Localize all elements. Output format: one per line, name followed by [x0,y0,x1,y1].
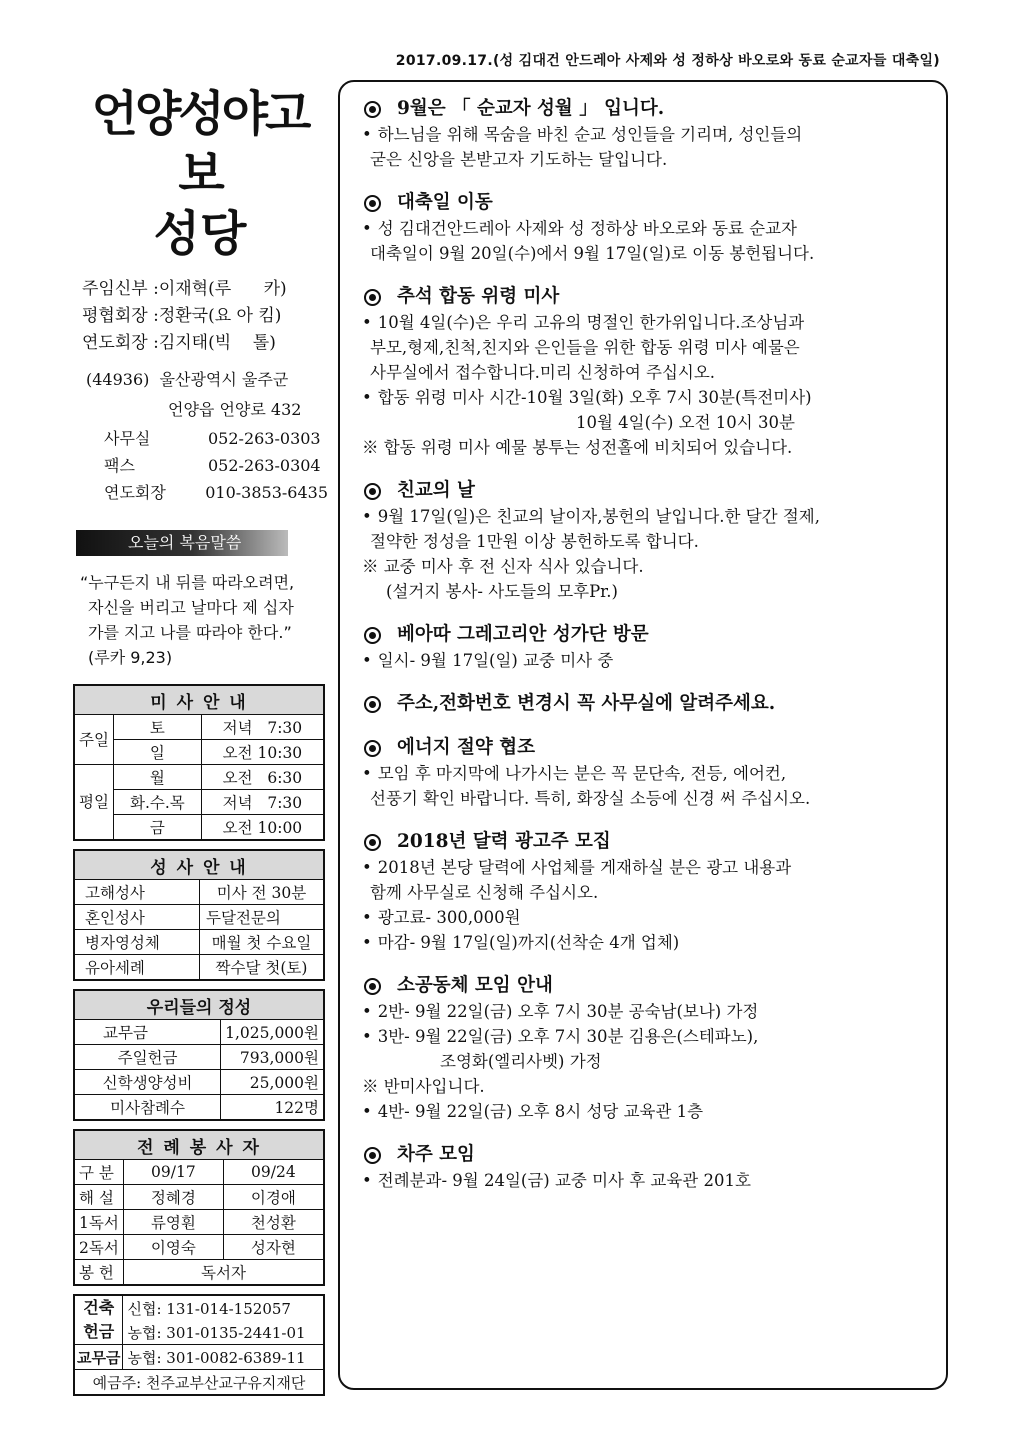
mass-time: 오전 6:30 [201,765,324,790]
offering-name: 교무금 [74,1020,221,1045]
notice-line: ※ 반미사입니다. [362,1077,485,1096]
bulletin-date-line: 2017.09.17.(성 김대건 안드레아 사제와 성 정하상 바오로와 동료 순교자들 대축일) [395,53,940,69]
gospel-line: “누구든지 내 뒤를 따라오려면, [80,573,295,592]
minister-col-header: 09/24 [223,1160,324,1185]
account-holder: 예금주: 천주교부산교구유지재단 [74,1370,324,1396]
notice-title [362,691,926,717]
notice-title-text: 차주 모임 [397,1144,475,1165]
gospel-line: 가를 지고 나를 따라야 한다.” [88,623,292,642]
notice-title [362,1142,926,1168]
sacrament-name: 유아세례 [74,955,200,981]
notice-title-text: 추석 합동 위령 미사 [397,286,560,307]
offering-amount: 25,000원 [221,1070,324,1095]
notice-line: 10월 4일(수) 오전 10시 30분 [576,413,795,432]
minister-name: 정혜경 [124,1185,224,1210]
notice-line: • 3반- 9월 22일(금) 오후 7시 30분 김용은(스테파노), [362,1024,926,1049]
notice-line: 절약한 정성을 1만원 이상 봉헌하도록 합니다. [370,532,699,551]
offerings-table [73,989,325,1121]
minister-col-header: 구 분 [74,1160,124,1185]
minister-name: 이영숙 [124,1235,224,1260]
staff-row [72,276,328,303]
notice-line: • 10월 4일(수)은 우리 고유의 명절인 한가위입니다.조상님과 [362,310,926,335]
offering-name: 주일헌금 [74,1045,221,1070]
sacrament-table [73,849,325,981]
bullseye-icon [364,978,381,995]
contact-fax [72,452,328,479]
notice-line: 부모,형제,친척,친지와 은인들을 위한 합동 위령 미사 예물은 [370,338,800,357]
building-fund-label: 건축헌금 [74,1295,123,1345]
notice-title [362,478,926,504]
offering-amount: 122명 [221,1095,324,1121]
notice-section [362,829,926,955]
offering-amount: 793,000원 [221,1045,324,1070]
notice-title-text: 친교의 날 [397,480,475,501]
minister-name: 류영훤 [124,1210,224,1235]
offering-name: 미사참례수 [74,1095,221,1121]
accounts-table [73,1294,325,1396]
notice-line: ※ 교중 미사 후 전 신자 식사 있습니다. [362,557,644,576]
dues-label: 교무금 [74,1345,123,1370]
notice-line: 조영화(엘리사벳) 가정 [440,1052,602,1071]
contact-label: 사무실 [104,429,151,448]
notice-section [362,478,926,604]
contact-office [72,425,328,452]
notice-line: • 마감- 9월 17일(일)까지(선착순 4개 업체) [362,930,926,955]
notice-title [362,973,926,999]
notice-title-text: 대축일 이동 [397,192,493,213]
notice-line: • 2018년 본당 달력에 사업체를 게재하실 분은 광고 내용과 [362,855,926,880]
notice-title [362,284,926,310]
notice-line: • 성 김대건안드레아 사제와 성 정하상 바오로와 동료 순교자 [362,216,926,241]
mass-day: 토 [113,715,201,740]
address-line-2: 언양읍 언양로 432 [168,400,302,419]
notice-line: • 전례분과- 9월 24일(금) 교중 미사 후 교육관 201호 [362,1168,926,1193]
minister-name: 독서자 [124,1260,325,1286]
notice-title-text: 에너지 절약 협조 [397,737,535,758]
mass-time: 저녁 7:30 [201,790,324,815]
notice-section [362,973,926,1124]
notice-line: 선풍기 확인 바랍니다. 특히, 화장실 소등에 신경 써 주십시오. [370,789,811,808]
gospel-quote [72,570,328,670]
minister-role: 2독서 [74,1235,124,1260]
bullseye-icon [364,834,381,851]
minister-name: 천성환 [223,1210,324,1235]
notice-title-text: 소공동체 모임 안내 [397,975,553,996]
mass-schedule-table [73,684,325,841]
address-line-1: (44936) 울산광역시 울주군 [86,370,289,389]
left-column [72,82,328,1396]
mass-day: 월 [113,765,201,790]
minister-col-header: 09/17 [124,1160,224,1185]
notice-section [362,735,926,811]
minister-role: 해 설 [74,1185,124,1210]
sacrament-info: 미사 전 30분 [200,880,325,905]
sacrament-heading: 성 사 안 내 [74,850,324,880]
mass-time: 오전 10:30 [201,740,324,765]
notice-line: • 하느님을 위해 목숨을 바친 순교 성인들을 기리며, 성인들의 [362,122,926,147]
mass-time: 오전 10:00 [201,815,324,841]
notice-line: • 2반- 9월 22일(금) 오후 7시 30분 공숙남(보나) 가정 [362,999,926,1024]
staff-role: 주임신부 [82,279,148,299]
notice-title-text: 9월은 「 순교자 성월 」 입니다. [397,98,665,119]
bullseye-icon [364,696,381,713]
account-number: 농협: 301-0082-6389-11 [123,1345,324,1370]
notice-section [362,691,926,717]
notice-panel [338,80,948,1390]
sacrament-name: 고해성사 [74,880,200,905]
notice-section [362,284,926,460]
ministers-table [73,1129,325,1286]
notice-title [362,190,926,216]
notice-section [362,622,926,673]
sacrament-name: 혼인성사 [74,905,200,930]
church-name-sub: 성당 [153,206,247,262]
contact-value: 010-3853-6435 [205,483,328,502]
notice-line: • 일시- 9월 17일(일) 교중 미사 중 [362,648,926,673]
notice-line: • 광고료- 300,000원 [362,905,926,930]
bullseye-icon [364,289,381,306]
gospel-line: 자신을 버리고 날마다 제 십자 [88,598,294,617]
gospel-heading: 오늘의 복음말씀 [76,530,288,556]
minister-role: 봉 헌 [74,1260,124,1286]
bullseye-icon [364,627,381,644]
notice-title-text: 베아따 그레고리안 성가단 방문 [397,624,649,645]
bullseye-icon [364,483,381,500]
sacrament-info: 두달전문의 [200,905,325,930]
account-number: 신협: 131-014-152057 [123,1295,324,1320]
contact-value: 052-263-0303 [208,429,321,448]
notice-title [362,735,926,761]
staff-list [72,276,328,357]
minister-name: 이경애 [223,1185,324,1210]
mass-day: 금 [113,815,201,841]
notice-section [362,190,926,266]
notice-line: ※ 합동 위령 미사 예물 봉투는 성전홀에 비치되어 있습니다. [362,438,793,457]
mass-heading: 미 사 안 내 [74,685,324,715]
contact-label: 팩스 [104,456,135,475]
staff-name: :김지태(빅 톨) [153,333,276,353]
ministers-heading: 전 례 봉 사 자 [74,1130,324,1160]
notice-title-text: 주소,전화번호 변경시 꼭 사무실에 알려주세요. [397,693,776,714]
account-number: 농협: 301-0135-2441-01 [123,1320,324,1345]
mass-day: 일 [113,740,201,765]
notice-title [362,622,926,648]
bullseye-icon [364,740,381,757]
staff-name: :정환국(요 아 킴) [153,306,282,326]
church-name: 언양성야고보 [91,86,309,202]
offering-amount: 1,025,000원 [221,1020,324,1045]
staff-role: 연도회장 [82,333,148,353]
notice-line: • 4반- 9월 22일(금) 오후 8시 성당 교육관 1층 [362,1099,926,1124]
notice-line: • 모임 후 마지막에 나가시는 분은 꼭 문단속, 전등, 에어컨, [362,761,926,786]
notice-line: • 합동 위령 미사 시간-10월 3일(화) 오후 7시 30분(특전미사) [362,385,926,410]
staff-role: 평협회장 [82,306,148,326]
sacrament-name: 병자영성체 [74,930,200,955]
notice-section [362,96,926,172]
sacrament-info: 매월 첫 수요일 [200,930,325,955]
minister-role: 1독서 [74,1210,124,1235]
staff-row [72,303,328,330]
staff-row [72,330,328,357]
sacrament-info: 짝수달 첫(토) [200,955,325,981]
weekday-label: 평일 [74,765,113,841]
gospel-citation: (루카 9,23) [88,648,173,667]
contact-label: 연도회장 [104,483,166,502]
notice-title [362,96,926,122]
notice-title-text: 2018년 달력 광고주 모집 [397,831,611,852]
mass-day: 화.수.목 [113,790,201,815]
contact-yeondo [72,479,328,506]
bullseye-icon [364,195,381,212]
notice-title [362,829,926,855]
notice-section [362,1142,926,1193]
minister-name: 성자현 [223,1235,324,1260]
contact-value: 052-263-0304 [208,456,321,475]
offerings-heading: 우리들의 정성 [74,990,324,1020]
notice-line: • 9월 17일(일)은 친교의 날이자,봉헌의 날입니다.한 달간 절제, [362,504,926,529]
staff-name: :이재혁(루 카) [153,279,287,299]
sunday-label: 주일 [74,715,113,765]
notice-line: 사무실에서 접수합니다.미리 신청하여 주십시오. [370,363,716,382]
bullseye-icon [364,1147,381,1164]
bullseye-icon [364,101,381,118]
offering-name: 신학생양성비 [74,1070,221,1095]
notice-line: (설거지 봉사- 사도들의 모후Pr.) [386,582,618,601]
notice-line: 굳은 신앙을 본받고자 기도하는 달입니다. [370,150,668,169]
mass-time: 저녁 7:30 [201,715,324,740]
notice-line: 대축일이 9월 20일(수)에서 9월 17일(일)로 이동 봉헌됩니다. [370,244,815,263]
notice-line: 함께 사무실로 신청해 주십시오. [370,883,599,902]
